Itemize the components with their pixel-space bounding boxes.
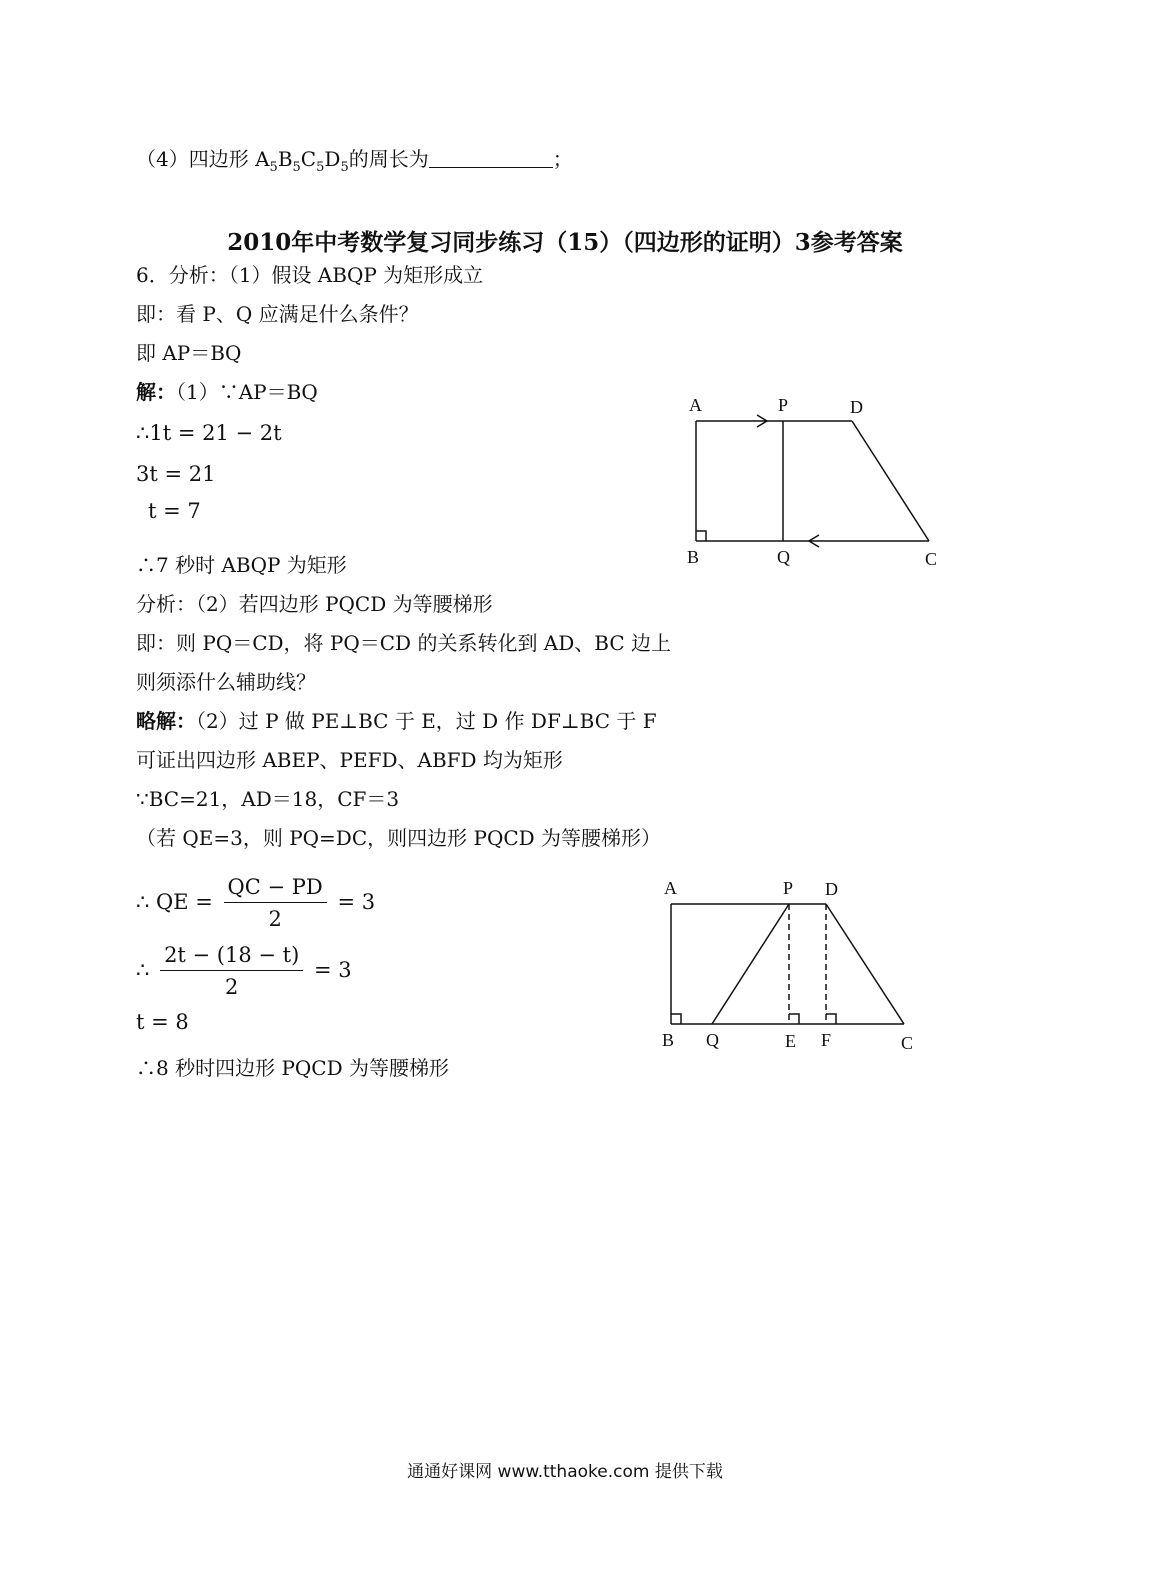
right-angle-mark-E	[789, 1014, 799, 1024]
label-Q: Q	[706, 1030, 719, 1050]
right-angle-mark-F	[826, 1014, 836, 1024]
label-C: C	[925, 549, 938, 569]
segment-DC	[852, 421, 929, 541]
solution-label: 解：	[136, 380, 176, 404]
q4-d: D	[324, 147, 341, 171]
equation-2: 3t = 21	[136, 462, 216, 486]
analysis-line-2: 即：看 P、Q 应满足什么条件？	[136, 302, 419, 326]
segment-DC	[826, 904, 904, 1024]
proof-line-2: ∵BC=21，AD＝18，CF＝3	[136, 787, 400, 811]
q4-end: ；	[552, 147, 573, 171]
analysis-line-4: 分析：（2）若四边形 PQCD 为等腰梯形	[136, 592, 493, 616]
equation-4: t = 8	[136, 1010, 189, 1034]
figure-2-trapezoid	[671, 904, 904, 1024]
q4-suffix: 的周长为	[348, 147, 429, 171]
brief-solution-text: （2）过 P 做 PE⊥BC 于 E，过 D 作 DF⊥BC 于 F	[196, 709, 657, 733]
right-angle-mark-B	[671, 1014, 681, 1024]
label-P: P	[783, 878, 794, 898]
fraction-2-lhs: ∴	[136, 958, 150, 982]
fraction-2-numerator: 2t − (18 − t)	[160, 942, 303, 971]
conclusion-1: ∴7 秒时 ABQP 为矩形	[136, 553, 347, 577]
fraction-1-denominator: 2	[268, 907, 282, 931]
analysis-line-6: 则须添什么辅助线？	[136, 670, 316, 694]
sub-5: 5	[269, 160, 278, 175]
proof-line-1: 可证出四边形 ABEP、PEFD、ABFD 均为矩形	[136, 748, 563, 772]
fraction-2-denominator: 2	[225, 975, 239, 999]
label-B: B	[687, 547, 700, 567]
fraction-2-rhs: = 3	[314, 958, 352, 982]
label-P: P	[778, 395, 789, 415]
label-F: F	[821, 1030, 832, 1050]
proof-line-3: （若 QE=3，则 PQ=DC，则四边形 PQCD 为等腰梯形）	[136, 826, 662, 850]
label-A: A	[689, 395, 702, 415]
analysis-line-3: 即 AP＝BQ	[136, 341, 242, 365]
q4-c: C	[300, 147, 317, 171]
right-angle-mark	[696, 531, 706, 541]
sub-5: 5	[316, 160, 325, 175]
section-title: 2010年中考数学复习同步练习（15）（四边形的证明）3参考答案	[227, 229, 903, 256]
fraction-1-lhs: ∴ QE =	[136, 890, 213, 914]
equation-3: t = 7	[148, 499, 201, 523]
label-D: D	[825, 879, 838, 899]
label-E: E	[785, 1031, 796, 1051]
sub-5: 5	[340, 160, 349, 175]
label-A: A	[664, 878, 677, 898]
label-B: B	[662, 1030, 675, 1050]
segment-PQ	[712, 904, 789, 1024]
label-Q: Q	[777, 547, 790, 567]
analysis-line-1: 6．分析：（1）假设 ABQP 为矩形成立	[136, 263, 484, 287]
fraction-1-numerator: QC − PD	[224, 874, 327, 903]
figure-1-trapezoid	[696, 415, 929, 547]
brief-solution-label: 略解：	[136, 709, 196, 733]
q4-prefix: （4）四边形 A	[136, 147, 270, 171]
fraction-1-rhs: = 3	[337, 890, 376, 914]
analysis-line-5: 即：则 PQ＝CD，将 PQ＝CD 的关系转化到 AD、BC 边上	[136, 631, 672, 655]
label-D: D	[850, 397, 863, 417]
equation-1: ∴1t = 21 − 2t	[136, 421, 282, 445]
conclusion-2: ∴8 秒时四边形 PQCD 为等腰梯形	[136, 1056, 449, 1080]
solution-text: （1）∵AP＝BQ	[176, 380, 318, 404]
footer-source: 通通好课网 www.tthaoke.com 提供下载	[407, 1462, 723, 1482]
sub-5: 5	[292, 160, 301, 175]
q4-b: B	[277, 147, 293, 171]
label-C: C	[901, 1033, 914, 1053]
